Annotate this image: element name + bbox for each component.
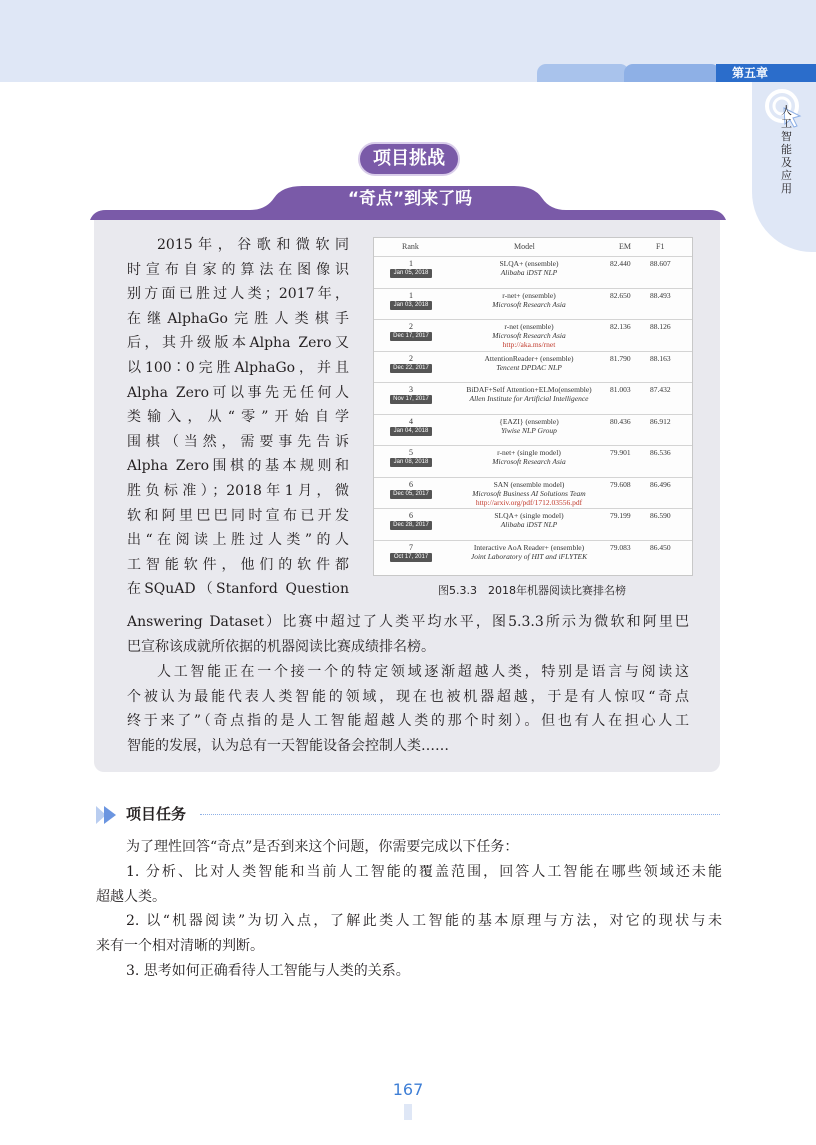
challenge-intro-text	[127, 233, 349, 602]
leaderboard-model-name: {EAZI} (ensemble)	[499, 416, 559, 426]
leaderboard-rank: 2	[409, 353, 413, 363]
leaderboard-row	[374, 540, 692, 573]
leaderboard-model	[444, 543, 614, 561]
leaderboard-model-name: r-net (ensemble)	[504, 322, 554, 331]
leaderboard-em-score: 80.436	[610, 416, 631, 426]
leaderboard-row	[374, 445, 692, 478]
leaderboard-row	[374, 382, 692, 415]
task-line: 1. 分析、比对人类智能和当前人工智能的覆盖范围，回答人工智能在哪些领域还未能	[126, 863, 722, 880]
leaderboard-model-org: Allen Institute for Artificial Intelligence	[469, 394, 589, 403]
leaderboard-em-score: 79.083	[610, 542, 631, 552]
text-line: 以100∶0完胜AlphaGo，并且	[127, 359, 349, 376]
text-line: 软和阿里巴巴同时宣布已开发	[127, 507, 349, 524]
leaderboard-model	[444, 322, 614, 349]
leaderboard-model-org: Tencent DPDAC NLP	[496, 362, 562, 372]
task-arrow-icon	[104, 806, 116, 824]
leaderboard-rank: 6	[409, 479, 413, 489]
text-line: 围棋（当然，需要事先告诉	[127, 433, 349, 450]
leaderboard-date: Dec 22, 2017	[390, 364, 432, 373]
leaderboard-model-org: Alibaba iDST NLP	[500, 268, 558, 277]
leaderboard-rank: 5	[409, 448, 413, 457]
task-title-divider	[200, 814, 720, 815]
leaderboard-model	[444, 291, 614, 309]
leaderboard-model	[444, 480, 614, 507]
leaderboard-f1-score: 88.126	[650, 322, 671, 331]
figure-caption: 图5.3.3 2018年机器阅读比赛排名榜	[438, 584, 626, 597]
leaderboard-row	[374, 508, 692, 541]
leaderboard-model-org: Joint Laboratory of HIT and iFLYTEK	[470, 551, 588, 561]
text-line: 2015年，谷歌和微软同	[157, 237, 349, 253]
leaderboard-date: Jan 03, 2018	[390, 301, 432, 310]
leaderboard-model-name: Interactive AoA Reader+ (ensemble)	[473, 542, 585, 552]
text-line: 工智能软件，他们的软件都	[127, 556, 349, 573]
text-line: 个被认为最能代表人类智能的领域，现在也被机器超越，于是有人惊叹“奇点	[127, 688, 689, 705]
leaderboard-header-model: Model	[514, 242, 535, 251]
leaderboard-em-score: 81.790	[610, 353, 631, 363]
text-line: 后，其升级版本Alpha Zero又	[127, 335, 349, 352]
leaderboard-model	[444, 511, 614, 529]
header-tab-decoration	[624, 64, 720, 82]
leaderboard-model	[444, 354, 614, 372]
leaderboard-date: Dec 17, 2017	[390, 332, 432, 341]
leaderboard-model-org: Microsoft Research Asia	[492, 299, 566, 309]
leaderboard-header-f1: F1	[656, 242, 665, 251]
leaderboard-f1-score: 86.536	[650, 448, 671, 457]
chapter-label: 第五章	[716, 64, 816, 82]
leaderboard-em-score: 79.608	[610, 479, 631, 489]
leaderboard-em-score: 79.901	[610, 448, 631, 457]
leaderboard-row	[374, 256, 692, 289]
leaderboard-date: Dec 05, 2017	[390, 490, 432, 499]
book-title-vertical: 人工智能及应用	[781, 104, 792, 195]
text-line: 巴宣称该成就所依据的机器阅读比赛成绩排名榜。	[127, 638, 435, 655]
leaderboard-model-org: Microsoft Business AI Solutions Team	[472, 488, 586, 498]
leaderboard-model-name: SAN (ensemble model)	[493, 479, 565, 489]
text-line: 类输入，从“零”开始自学	[127, 409, 349, 426]
leaderboard-em-score: 81.003	[610, 385, 631, 394]
leaderboard-model	[444, 259, 614, 277]
task-line: 来有一个相对清晰的判断。	[96, 938, 264, 955]
leaderboard-model-org: Microsoft Research Asia	[492, 457, 566, 466]
text-line: Alpha Zero可以事先无任何人	[127, 384, 349, 401]
challenge-paragraph-2	[127, 660, 689, 758]
leaderboard-date: Jan 04, 2018	[390, 427, 432, 436]
leaderboard-date: Jan 08, 2018	[390, 458, 432, 467]
leaderboard-model-link[interactable]: http://arxiv.org/pdf/1712.03556.pdf	[475, 497, 583, 507]
leaderboard-model-org: Yiwise NLP Group	[501, 425, 557, 435]
leaderboard-f1-score: 86.450	[650, 542, 671, 552]
text-line: 终于来了”（奇点指的是人工智能超越人类的那个时刻）。但也有人在担心人工	[127, 713, 689, 730]
leaderboard-em-score: 82.650	[610, 290, 631, 300]
leaderboard-model	[444, 448, 614, 466]
leaderboard-model-name: r-net+ (ensemble)	[502, 290, 556, 300]
leaderboard-date: Jan 05, 2018	[390, 269, 432, 278]
leaderboard-f1-score: 88.163	[650, 353, 671, 363]
leaderboard-model-name: SLQA+ (ensemble)	[499, 259, 559, 268]
leaderboard-em-score: 79.199	[610, 511, 631, 520]
leaderboard-model-org: Microsoft Research Asia	[492, 331, 566, 340]
leaderboard-model-org: Alibaba iDST NLP	[500, 520, 558, 529]
task-line: 2. 以“机器阅读”为切入点，了解此类人工智能的基本原理与方法，对它的现状与未	[126, 913, 722, 930]
leaderboard-row	[374, 477, 692, 510]
leaderboard-header-rank: Rank	[402, 242, 419, 251]
leaderboard-model-link[interactable]: http://aka.ms/rnet	[502, 340, 556, 349]
leaderboard-em-score: 82.136	[610, 322, 631, 331]
leaderboard-model	[444, 385, 614, 403]
leaderboard-row	[374, 319, 692, 352]
challenge-intro-continued	[127, 610, 689, 659]
text-line: 胜负标准）；2018年1月，微	[127, 482, 349, 499]
leaderboard-f1-score: 86.912	[650, 416, 671, 426]
leaderboard-rank: 2	[409, 322, 413, 331]
task-list	[96, 835, 722, 984]
leaderboard-date: Nov 17, 2017	[390, 395, 432, 404]
text-line: Alpha Zero围棋的基本规则和	[127, 458, 349, 475]
leaderboard-model-name: r-net+ (single model)	[497, 448, 561, 457]
leaderboard-f1-score: 86.590	[650, 511, 671, 520]
text-line: 别方面已胜过人类；2017年，	[127, 286, 349, 303]
text-line: 在SQuAD（Stanford Question	[127, 581, 349, 598]
challenge-banner: 项目挑战	[358, 142, 460, 176]
leaderboard-f1-score: 87.432	[650, 385, 671, 394]
header-tab-decoration	[537, 64, 629, 82]
leaderboard-row	[374, 351, 692, 384]
leaderboard-f1-score: 88.607	[650, 259, 671, 268]
leaderboard-figure	[373, 237, 693, 576]
leaderboard-rank: 6	[409, 511, 413, 520]
page-number: 167	[392, 1080, 424, 1099]
leaderboard-rank: 7	[409, 542, 413, 552]
text-line: 出“在阅读上胜过人类”的人	[127, 532, 349, 549]
leaderboard-model-name: SLQA+ (single model)	[494, 511, 564, 520]
leaderboard-em-score: 82.440	[610, 259, 631, 268]
leaderboard-model-name: AttentionReader+ (ensemble)	[484, 353, 574, 363]
leaderboard-header-em: EM	[619, 242, 631, 251]
leaderboard-date: Dec 28, 2017	[390, 521, 432, 530]
task-line: 为了理性回答“奇点”是否到来这个问题，你需要完成以下任务：	[126, 839, 519, 855]
leaderboard-model-name: BiDAF+Self Attention+ELMo(ensemble)	[466, 385, 592, 394]
leaderboard-f1-score: 86.496	[650, 479, 671, 489]
text-line: 时宣布自家的算法在图像识	[127, 261, 349, 278]
page-tick-decoration	[404, 1104, 412, 1120]
text-line: Answering Dataset）比赛中超过了人类平均水平，图5.3.3所示为微软和阿里巴	[127, 614, 689, 630]
leaderboard-rank: 3	[409, 385, 413, 394]
text-line: 智能的发展，认为总有一天智能设备会控制人类……	[127, 737, 449, 754]
leaderboard-rank: 1	[409, 290, 413, 300]
text-line: 人工智能正在一个接一个的特定领域逐渐超越人类，特别是语言与阅读这	[157, 664, 689, 680]
task-line: 超越人类。	[96, 888, 166, 905]
leaderboard-row	[374, 288, 692, 321]
leaderboard-f1-score: 88.493	[650, 290, 671, 300]
challenge-subtitle: “奇点”到来了吗	[347, 189, 473, 209]
leaderboard-row	[374, 414, 692, 447]
text-line: 在继AlphaGo完胜人类棋手	[127, 310, 349, 327]
task-section-title: 项目任务	[126, 805, 187, 823]
leaderboard-model	[444, 417, 614, 435]
leaderboard-date: Oct 17, 2017	[390, 553, 432, 562]
task-line: 3. 思考如何正确看待人工智能与人类的关系。	[126, 962, 410, 979]
leaderboard-rank: 1	[409, 259, 413, 268]
leaderboard-rank: 4	[409, 416, 413, 426]
